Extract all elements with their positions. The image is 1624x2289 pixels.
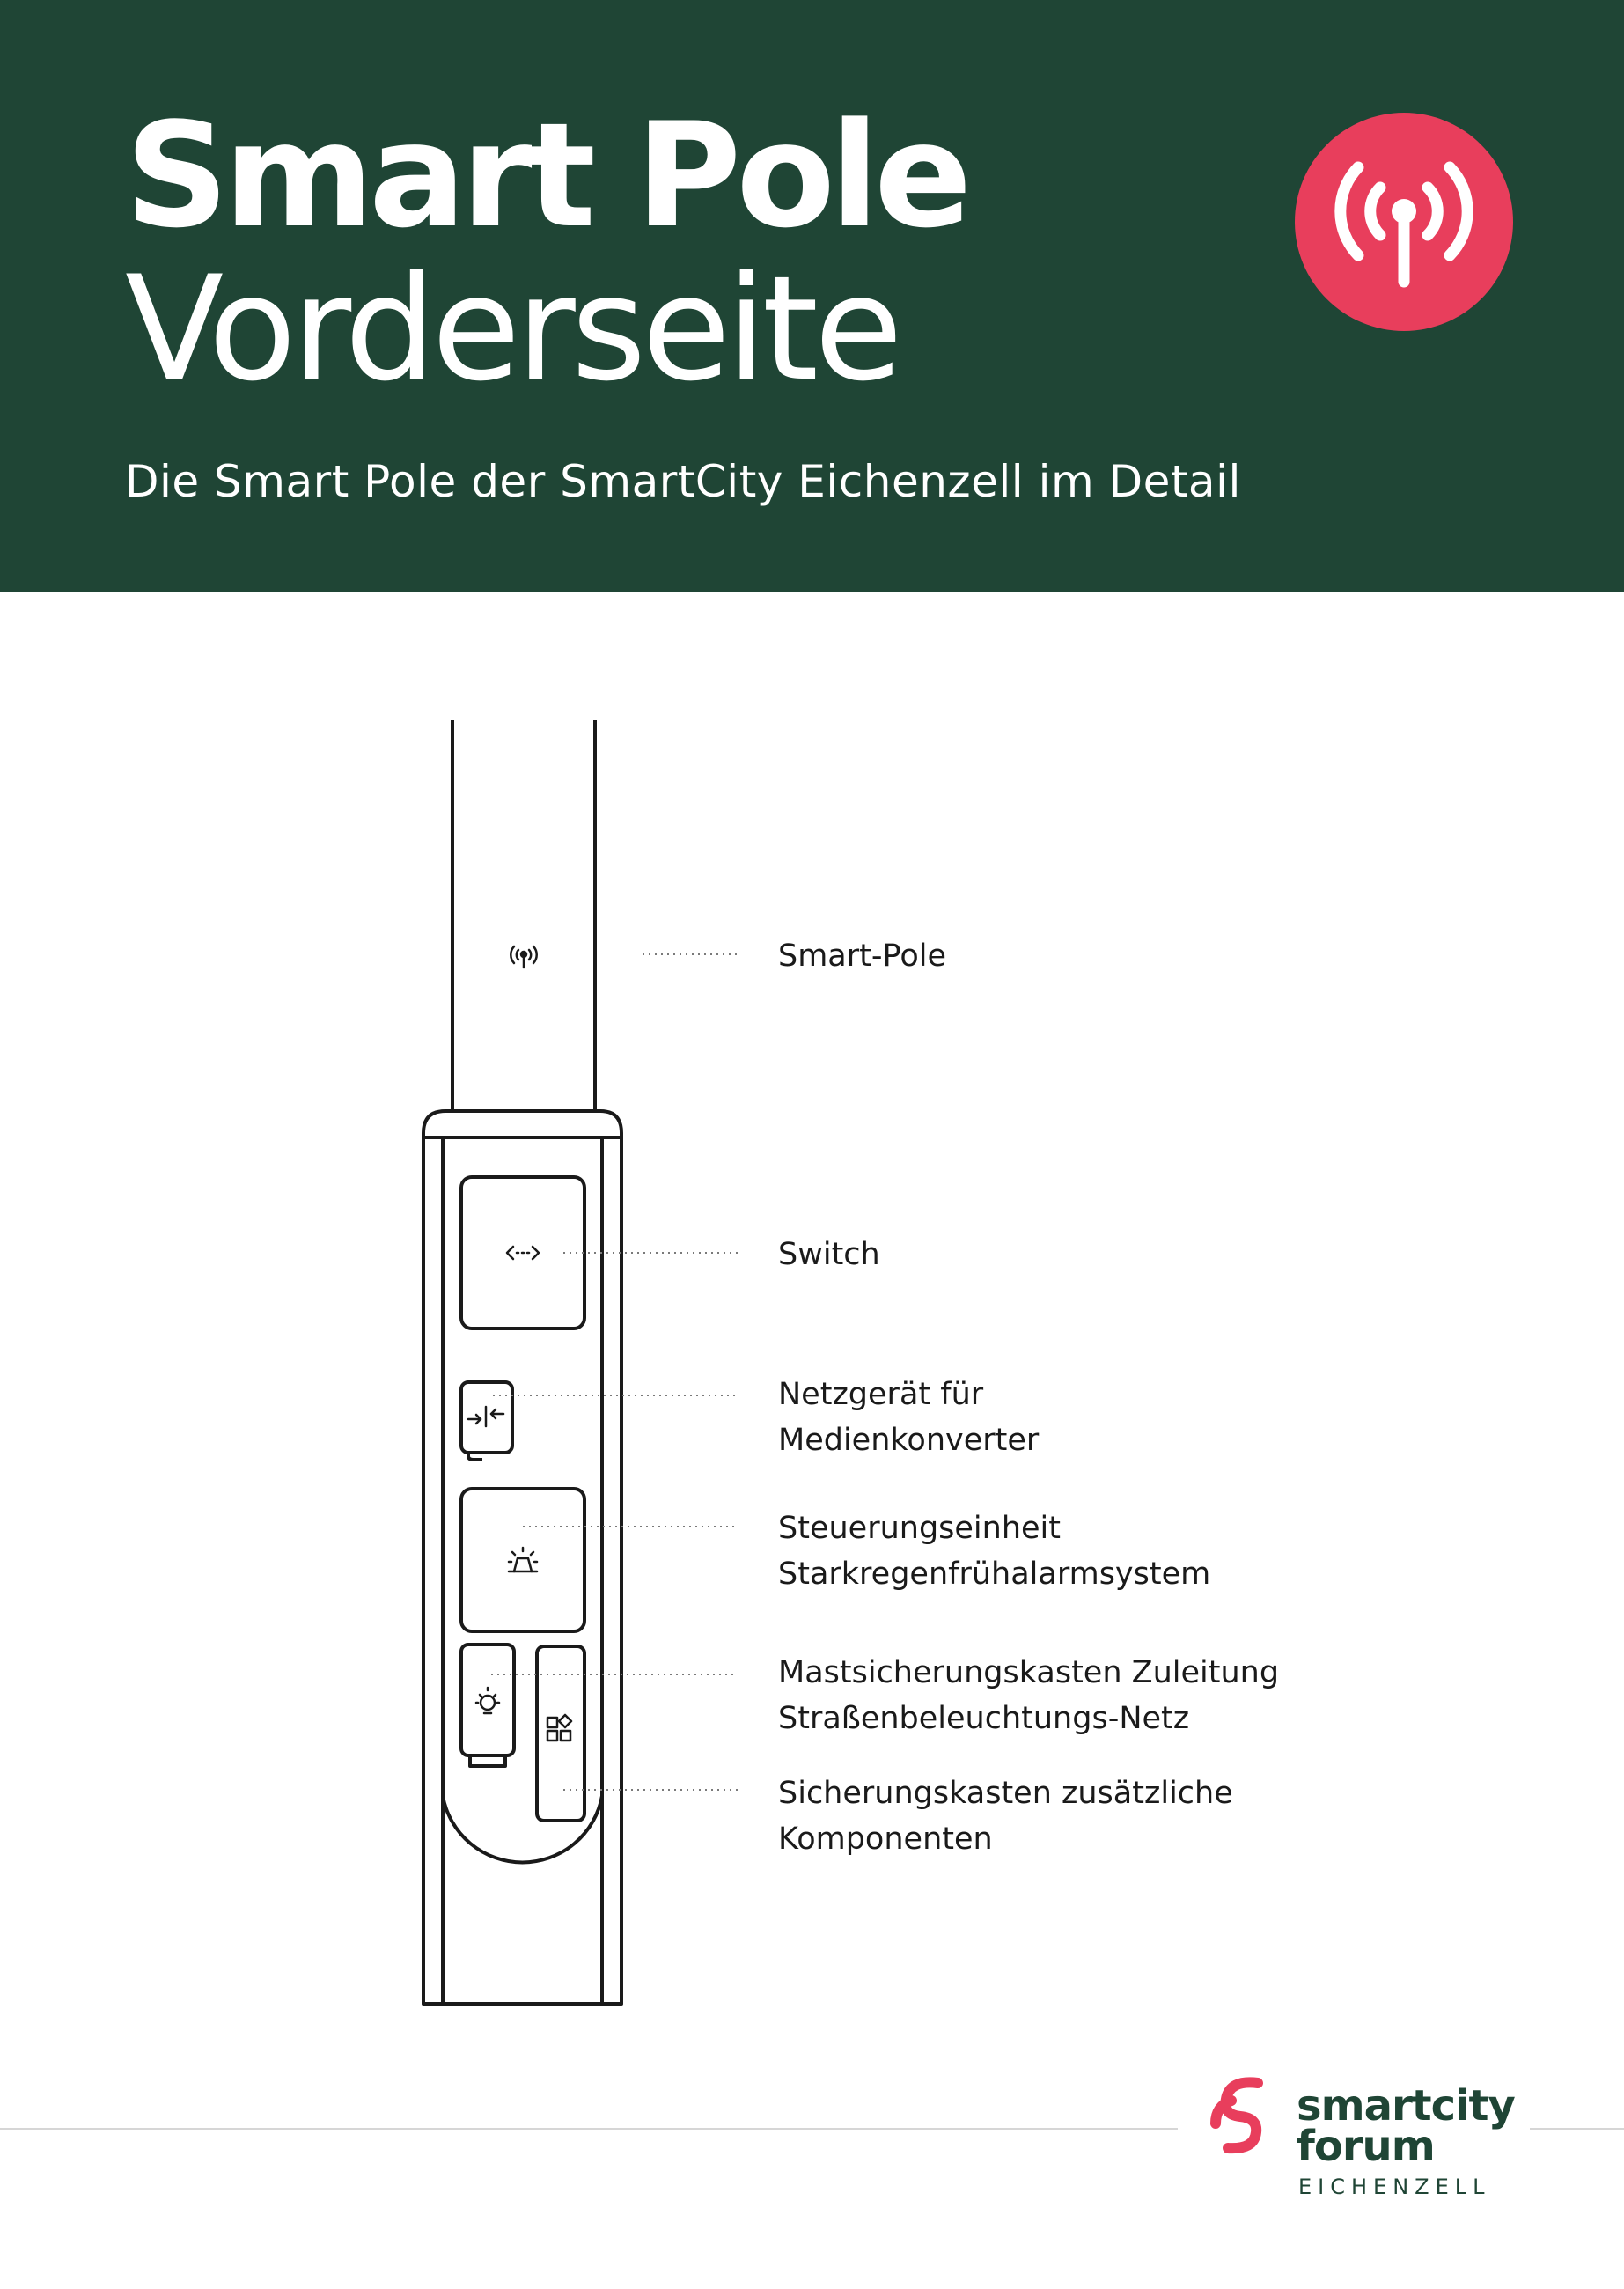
converge-arrows-icon [468,1407,503,1426]
steuerung-box [461,1489,584,1631]
label-switch: Switch [778,1237,880,1272]
mastsicherung-base [470,1755,505,1766]
smartcity-forum-logo [1178,2069,1530,2201]
label-netzgeraet: Netzgerät für Medienkonverter [778,1377,1040,1458]
logo-mark-icon [1209,2071,1279,2159]
antenna-icon [511,946,536,968]
logo-word-smartcity: smartcity [1297,2081,1515,2131]
components-icon [547,1715,571,1741]
mastsicherung-box [461,1645,514,1755]
label-mastsicherung: Mastsicherungskasten Zuleitung Straßenbeleuchtungs-Netz [778,1655,1280,1736]
lightbulb-icon [476,1688,499,1713]
arrows-horizontal-icon [507,1247,539,1259]
label-steuerung: Steuerungseinheit Starkregenfrühalarmsystem [778,1511,1211,1592]
title-line-1: Smart Pole [125,92,967,260]
logo-word-forum: forum [1297,2122,1435,2171]
title-line-2: Vorderseite [125,245,899,413]
logo-word-eichenzell: EICHENZELL [1298,2175,1491,2199]
subtitle: Die Smart Pole der SmartCity Eichenzell im Detail [125,456,1241,507]
label-sicherungskasten: Sicherungskasten zusätzliche Komponenten [778,1776,1233,1857]
compartment-bottom-arc [443,1796,602,1862]
label-smart-pole: Smart-Pole [778,938,947,974]
alarm-siren-icon [509,1548,537,1571]
